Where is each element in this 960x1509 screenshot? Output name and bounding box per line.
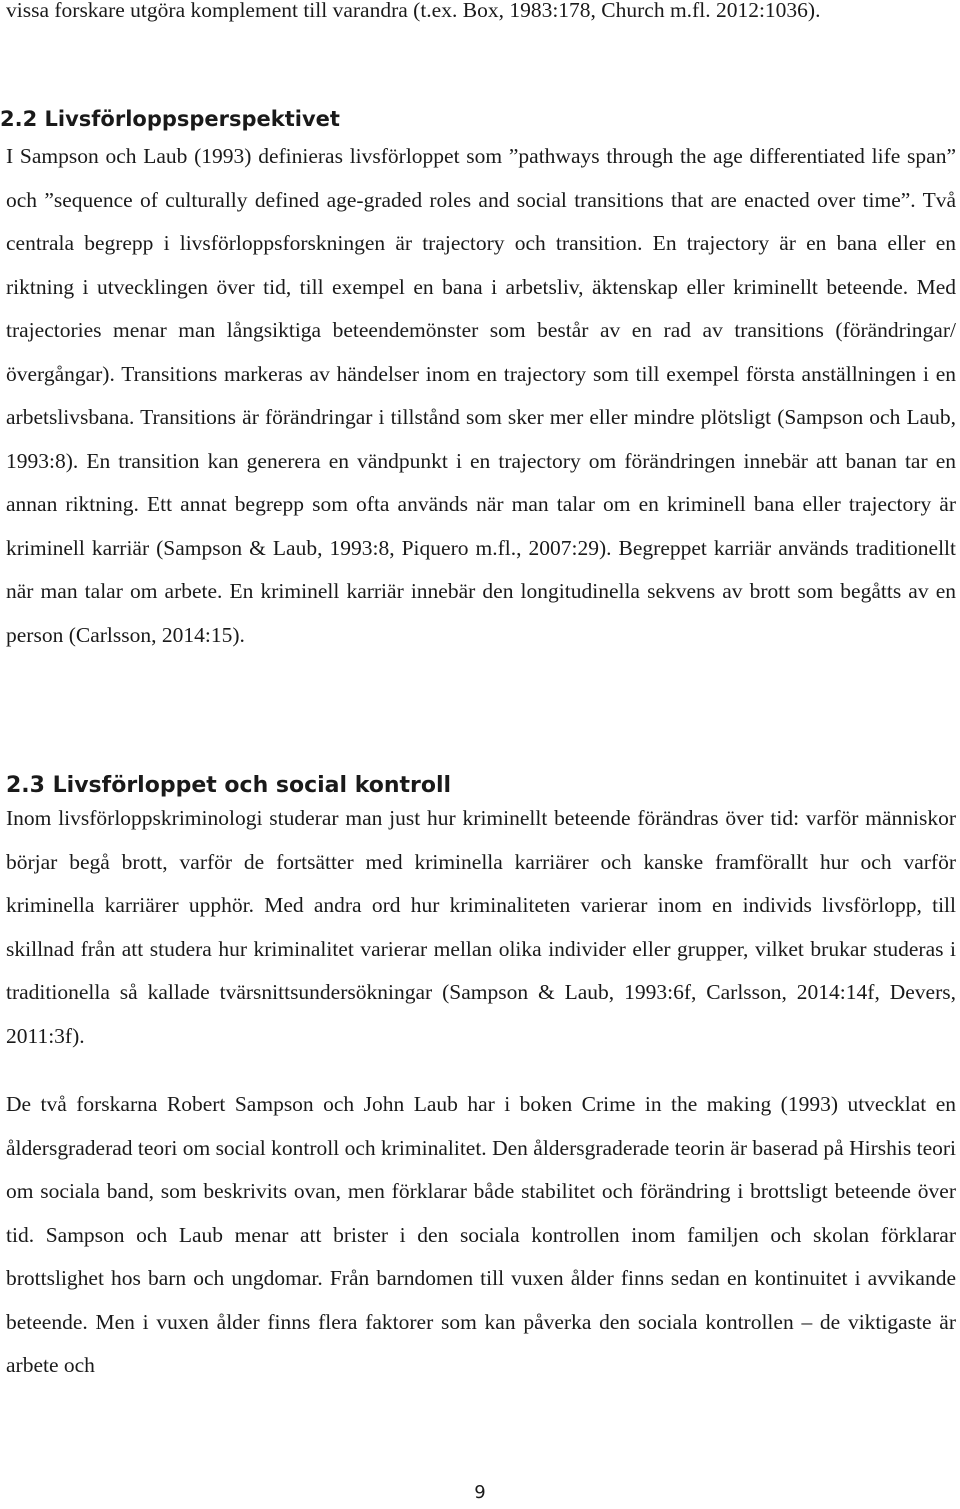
section-2-3-paragraph-2: De två forskarna Robert Sampson och John Laub har i boken Crime in the making (1993) utvecklat en åldersgraderad teori om social kontroll och kriminalitet. Den åldersgraderade teorin är baserad på Hirshis teori om sociala band, som beskrivits ovan, men förklarar både stabilitet och förändring i brottsligt beteende över tid. Sampson och Laub menar att brister i den sociala kontrollen inom familjen och skolan förklarar brottslighet hos barn och ungdomar. Från barndomen till vuxen ålder finns sedan en kontinuitet i avvikande beteende. Men i vuxen ålder finns flera faktorer som kan påverka den sociala kontrollen – de viktigaste är arbete och xyxy=(6,1092,956,1377)
intro-paragraph: vissa forskare utgöra komplement till varandra (t.ex. Box, 1983:178, Church m.fl. 2012:1036). xyxy=(6,0,821,22)
section-2-2-paragraph: I Sampson och Laub (1993) definieras livsförloppet som ”pathways through the age differentiated life span” och ”sequence of culturally defined age-graded roles and social transitions that are enacted over time”. Två centrala begrepp i livsförloppsforskningen är trajectory och transition. En trajectory är en bana eller en riktning i utvecklingen över tid, till exempel en bana i arbetsliv, äktenskap eller kriminellt beteende. Med trajectories menar man långsiktiga beteendemönster som består av en rad av transitions (förändringar/övergångar). Transitions markeras av händelser inom en trajectory som till exempel första anställningen i en arbetslivsbana. Transitions är förändringar i tillstånd som sker mer eller mindre plötsligt (Sampson och Laub, 1993:8). En transition kan generera en vändpunkt i en trajectory om förändringen innebär att banan tar en annan riktning. Ett annat begrepp som ofta används när man talar om en kriminell bana eller trajectory är kriminell karriär (Sampson & Laub, 1993:8, Piquero m.fl., 2007:29). Begreppet karriär används traditionellt när man talar om arbete. En kriminell karriär innebär den longitudinella sekvens av brott som begåtts av en person (Carlsson, 2014:15). xyxy=(6,144,956,647)
section-2-3-paragraph-1: Inom livsförloppskriminologi studerar man just hur kriminellt beteende förändras över tid: varför människor börjar begå brott, varför de fortsätter med kriminella karriärer och kanske framförallt hur och varför kriminella karriärer upphör. Med andra ord hur kriminaliteten varierar inom en individs livsförlopp, till skillnad från att studera hur kriminalitet varierar mellan olika individer eller grupper, vilket brukar studeras i traditionella så kallade tvärsnittsundersökningar (Sampson & Laub, 1993:6f, Carlsson, 2014:14f, Devers, 2011:3f). xyxy=(6,806,956,1048)
section-heading-2-2: 2.2 Livsförloppsperspektivet xyxy=(0,107,340,131)
page-number: 9 xyxy=(474,1482,486,1503)
section-heading-2-3: 2.3 Livsförloppet och social kontroll xyxy=(6,773,452,798)
